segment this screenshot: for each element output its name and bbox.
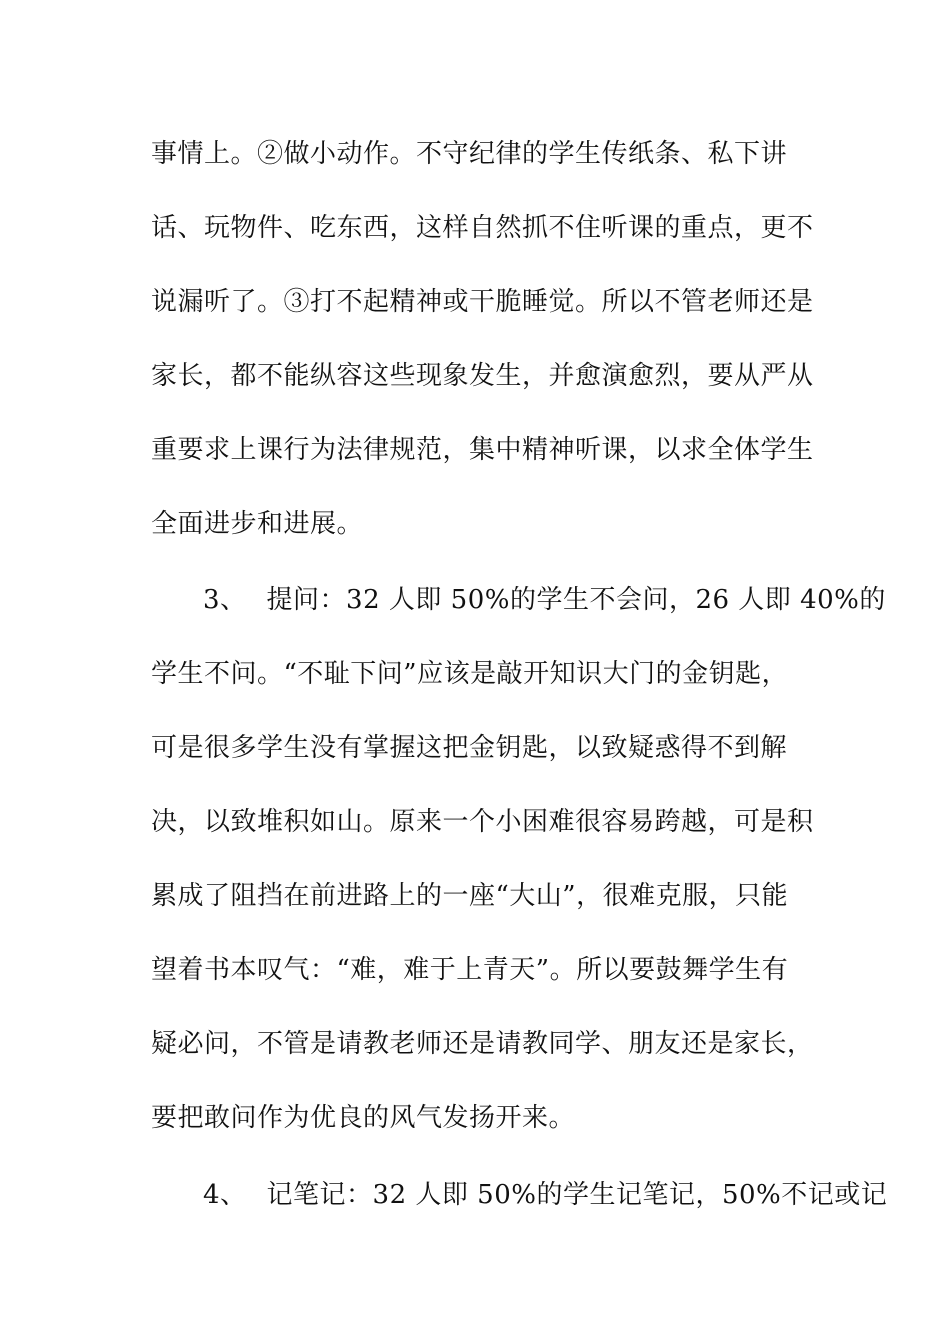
body-text-line: 可是很多学生没有掌握这把金钥匙，以致疑惑得不到解 bbox=[151, 733, 788, 763]
list-item-number: 3、 bbox=[203, 585, 247, 615]
list-item-first-line bbox=[203, 585, 886, 615]
list-item-text: 提问：32 人即 50%的学生不会问，26 人即 40%的 bbox=[266, 585, 886, 615]
body-text-line: 重要求上课行为法律规范，集中精神听课，以求全体学生 bbox=[151, 435, 814, 465]
list-item-number: 4、 bbox=[203, 1180, 247, 1210]
body-text-line: 学生不问。“不耻下问”应该是敲开知识大门的金钥匙， bbox=[151, 659, 789, 689]
body-text-line: 全面进步和进展。 bbox=[151, 509, 364, 539]
list-item-first-line bbox=[203, 1180, 887, 1210]
body-text-line: 决，以致堆积如山。原来一个小困难很容易跨越，可是积 bbox=[151, 807, 814, 837]
list-item-text: 记笔记：32 人即 50%的学生记笔记，50%不记或记 bbox=[266, 1180, 888, 1210]
body-text-line: 疑必问，不管是请教老师还是请教同学、朋友还是家长， bbox=[151, 1029, 814, 1059]
body-text-line: 累成了阻挡在前进路上的一座“大山”，很难克服，只能 bbox=[151, 881, 789, 911]
body-text-line: 事情上。②做小动作。不守纪律的学生传纸条、私下讲 bbox=[151, 139, 788, 169]
body-text-line: 说漏听了。③打不起精神或干脆睡觉。所以不管老师还是 bbox=[151, 287, 814, 317]
body-text-line: 家长，都不能纵容这些现象发生，并愈演愈烈，要从严从 bbox=[151, 361, 814, 391]
body-text-line: 要把敢问作为优良的风气发扬开来。 bbox=[151, 1103, 576, 1133]
body-text-line: 话、玩物件、吃东西，这样自然抓不住听课的重点，更不 bbox=[151, 213, 814, 243]
body-text-line: 望着书本叹气：“难，难于上青天”。所以要鼓舞学生有 bbox=[151, 955, 789, 985]
